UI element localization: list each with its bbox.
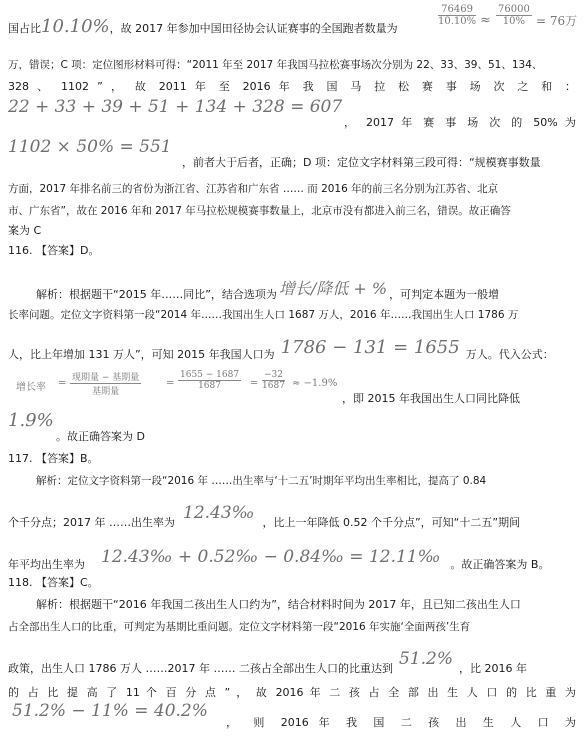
eq-sign: = — [250, 378, 259, 389]
text: ，比上一年降低 0.52 个千分点”，可知“十二五”期间 — [262, 516, 521, 529]
text: ，故 2017 年参加中国田径协会认证赛事的全国跑者数量为 — [109, 22, 398, 35]
formula-frac-3 — [262, 370, 285, 391]
numerator: 76469 — [438, 4, 476, 16]
q116-line-1 — [36, 279, 576, 302]
q116-line-6: 。故正确答案为 D — [56, 430, 145, 443]
answer-118-head: 118. 【答案】C。 — [8, 576, 99, 589]
numerator: −32 — [264, 370, 283, 380]
eq-sign: = — [166, 378, 175, 389]
q116-line-2: 长率问题。定位文字资料第一段“2014 年……我国出生人口 1687 万人，2016 年……我国出生人口 1786 万 — [8, 309, 519, 321]
math-share: 51.2% — [398, 649, 453, 669]
text: 年平均出生率为 — [8, 558, 85, 571]
denominator: 1687 — [198, 381, 221, 391]
eq-sign: = — [58, 378, 67, 389]
fraction-1 — [438, 4, 476, 27]
math-half: 1102 × 50% = 551 — [8, 137, 172, 157]
formula-result: ≈ −1.9% — [292, 378, 338, 389]
text-after-sum: ， 2017 年 赛 事 场 次 的 50% 为 — [344, 116, 576, 129]
denominator: 10.10% — [438, 16, 477, 27]
formula-frac-1 — [70, 370, 141, 397]
numerator: 76000 — [498, 4, 530, 15]
line-3: 328 、 1102 ” ， 故 2011 年 至 2016 年 我 国 马 拉 松 赛 事 场 次 之 和 ： — [8, 80, 576, 93]
text: 。故正确答案为 B。 — [450, 558, 550, 571]
q117-line-2 — [8, 503, 576, 530]
q116-line-4: ，即 2015 年我国出生人口同比降低 — [342, 392, 520, 405]
formula-label: 增长率 — [16, 382, 46, 393]
text: ，可判定本题为一般增 — [389, 288, 500, 301]
math-sum: 22 + 33 + 39 + 51 + 134 + 328 = 607 — [8, 97, 343, 117]
q117-line-1: 解析：定位文字资料第一段“2016 年 ……出生率与‘十二五’时期年平均出生率相比，提高了 0.84 — [36, 475, 487, 487]
text: ，比 2016 年 — [458, 662, 527, 675]
denominator: 1687 — [262, 381, 285, 391]
answer-116-head: 116. 【答案】D。 — [8, 244, 100, 257]
q118-line-3 — [8, 649, 576, 676]
text: 个千分点；2017 年 ……出生率为 — [8, 516, 175, 529]
text: 解析：根据题干“2015 年……同比”，结合选项为 — [36, 288, 277, 301]
fraction-2 — [496, 4, 532, 27]
numerator: 1655 − 1687 — [180, 370, 240, 380]
math-population: 1786 − 131 = 1655 — [280, 337, 460, 358]
formula-frac-2 — [178, 370, 241, 391]
approx-sign: ≈ — [480, 13, 491, 28]
denominator: 10% — [502, 16, 526, 27]
text: 政策，出生人口 1786 万人 ……2017 年 …… 二孩占全部出生人口的比重达到 — [8, 662, 393, 675]
answer-117-head: 117. 【答案】B。 — [8, 452, 99, 465]
line-7: 市、广东省”，故在 2016 年和 2017 年马拉松规模赛事数量上，北京市没有都进入前三名，错误。故正确答 — [8, 205, 511, 217]
line-2: 万，错误；C 项：定位图形材料可得：“2011 年至 2017 年我国马拉松赛事场次分别为 22、33、39、51、134、 — [8, 59, 543, 71]
text: 国占比 — [8, 22, 41, 35]
math-share-2016: 51.2% − 11% = 40.2% — [12, 701, 208, 721]
q118-line-4: 的 占 比 提 高 了 11 个 百 分 点 ” ， 故 2016 年 二 孩 占 全 部 出 生 人 口 的 比 重 为 — [8, 686, 576, 699]
text: 万人。代入公式： — [465, 348, 554, 361]
line-6: 方面，2017 年排名前三的省份为浙江省、江苏省和广东省 …… 而 2016 年的前三名分别为江苏省、北京 — [8, 183, 499, 195]
math-average: 12.43‰ + 0.52‰ − 0.84‰ = 12.11‰ — [101, 547, 441, 567]
math-birthrate: 12.43‰ — [183, 503, 255, 523]
text: 人，比上年增加 131 万人”，可知 2015 年我国人口为 — [8, 348, 275, 361]
text-after-half: ，前者大于后者，正确；D 项：定位文字材料第三段可得：“规模赛事数量 — [182, 156, 541, 169]
denominator: 基期量 — [92, 387, 120, 397]
line-8: 案为 C — [8, 224, 42, 237]
eq-end: = 76万 — [536, 14, 578, 28]
q118-line-6: ， 则 2016 年 我 国 二 孩 出 生 人 口 为 — [226, 716, 576, 729]
math-decline: 1.9% — [8, 410, 54, 431]
q118-line-1: 解析：根据题干“2016 年我国二孩出生人口约为”，结合材料时间为 2017 年，且已知二孩出生人口 — [36, 598, 521, 611]
q116-line-3 — [8, 337, 576, 362]
math-options: 增长/降低 + % — [278, 279, 388, 298]
q118-line-2: 占全部出生人口的比重，可判定为基期比重问题。定位文字材料第一段“2016 年实施‘全面两孩’生育 — [8, 621, 471, 633]
q117-line-3 — [8, 547, 576, 572]
math-ratio: 10.10% — [41, 16, 110, 37]
numerator: 现期量 − 基期量 — [70, 370, 141, 384]
